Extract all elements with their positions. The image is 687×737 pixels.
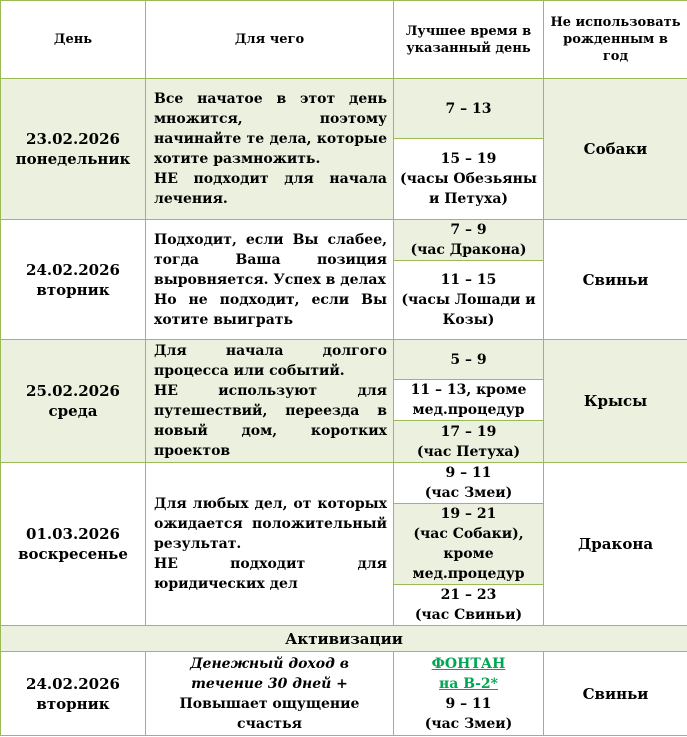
weekday: вторник: [36, 694, 110, 713]
fountain-link[interactable]: ФОНТАН на В-2*: [431, 655, 506, 692]
avoid-cell: Дракона: [544, 463, 687, 626]
section-row: [1, 626, 687, 652]
table-row: [1, 463, 687, 504]
description: Все начатое в этот день множится, поэтому начинайте те дела, которые хотите размножить. НЕ подходит для начала лечения.: [154, 91, 387, 207]
weekday: вторник: [36, 280, 110, 299]
time-cell: 11 – 13, кроме мед.процедур: [394, 380, 544, 421]
table-row: [1, 340, 687, 380]
time-cell: 15 – 19 (часы Обезьяны и Петуха): [394, 139, 544, 220]
time-cell: 11 – 15 (часы Лошади и Козы): [394, 261, 544, 340]
header-avoid: Не использовать рожденным в год: [544, 1, 687, 79]
date: 23.02.2026: [26, 130, 120, 148]
happiness-text: Повышает ощущение счастья: [179, 695, 360, 732]
day-cell: [1, 652, 146, 736]
description-cell: [146, 220, 394, 340]
description: Для начала долгого процесса или событий. НЕ используют для путешествий, переезда в новый дом, коротких проектов: [154, 343, 387, 459]
description: Для любых дел, от которых ожидается положительный результат. НЕ подходит для юридических дел: [154, 496, 387, 592]
section-title: Активизации: [1, 626, 687, 652]
time-cell: 21 – 23 (час Свиньи): [394, 585, 544, 626]
time-cell: 7 – 9 (час Дракона): [394, 220, 544, 261]
avoid-cell: Крысы: [544, 340, 687, 463]
day-cell: [1, 463, 146, 626]
weekday: среда: [48, 402, 98, 420]
date: 01.03.2026: [26, 525, 120, 543]
header-day: День: [1, 1, 146, 79]
header-purpose: Для чего: [146, 1, 394, 79]
activation-row: [1, 652, 687, 736]
header-row: [1, 1, 687, 79]
time-cell: [394, 652, 544, 736]
time-cell: 19 – 21 (час Собаки), кроме мед.процедур: [394, 504, 544, 585]
date: 25.02.2026: [26, 382, 120, 400]
description: Подходит, если Вы слабее, тогда Ваша позиция выровняется. Успех в делах Но не подходит, если Вы хотите выиграть: [154, 231, 387, 328]
description-cell: [146, 340, 394, 463]
day-cell: [1, 340, 146, 463]
plus-sign: +: [331, 675, 348, 692]
activation-time: 9 – 11 (час Змеи): [424, 695, 513, 732]
time-cell: 7 – 13: [394, 79, 544, 139]
avoid-cell: Собаки: [544, 79, 687, 220]
avoid-cell: Свиньи: [544, 652, 687, 736]
income-text: Денежный доход в течение 30 дней: [190, 655, 349, 692]
avoid-cell: Свиньи: [544, 220, 687, 340]
header-best-time: Лучшее время в указанный день: [394, 1, 544, 79]
date: 24.02.2026: [26, 260, 120, 279]
day-cell: [1, 220, 146, 340]
weekday: понедельник: [15, 150, 131, 168]
weekday: воскресенье: [18, 545, 128, 563]
table-row: [1, 79, 687, 139]
day-cell: [1, 79, 146, 220]
table-row: [1, 220, 687, 261]
description-cell: [146, 463, 394, 626]
date: 24.02.2026: [26, 674, 120, 693]
description-cell: [146, 652, 394, 736]
description-cell: [146, 79, 394, 220]
time-cell: 17 – 19 (час Петуха): [394, 421, 544, 463]
time-cell: 5 – 9: [394, 340, 544, 380]
time-cell: 9 – 11 (час Змеи): [394, 463, 544, 504]
